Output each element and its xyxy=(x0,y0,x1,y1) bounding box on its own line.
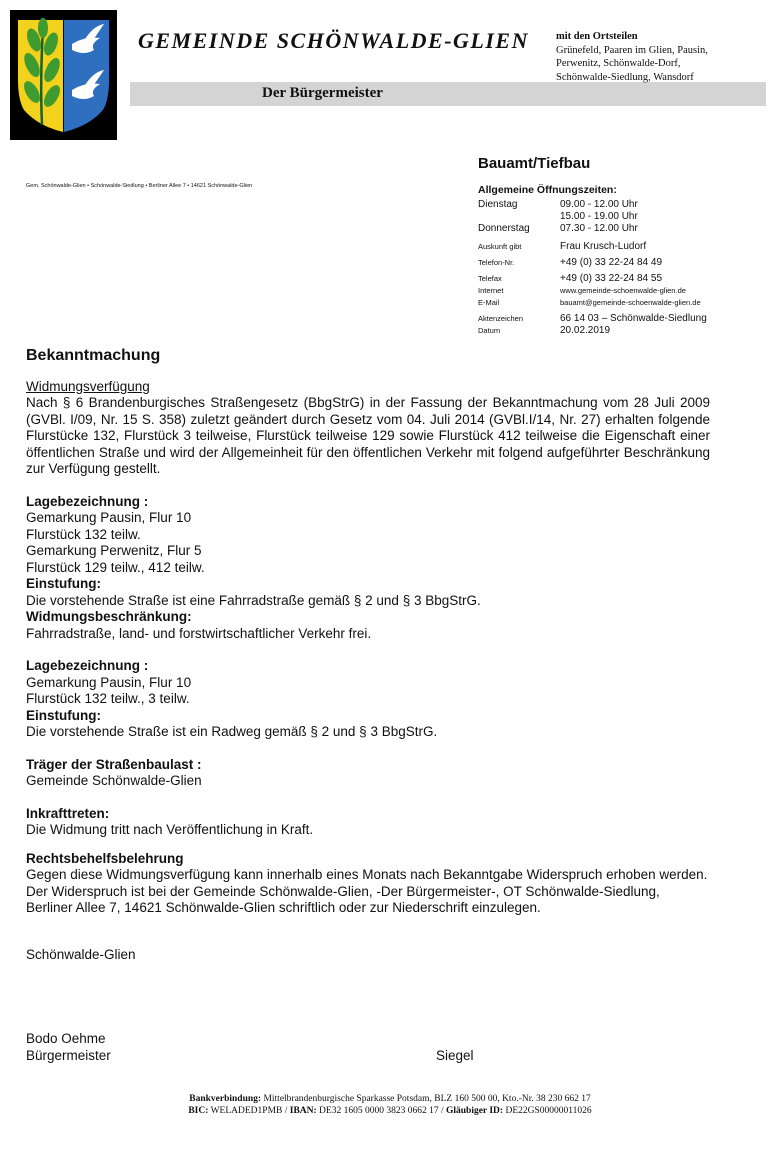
lage-line: Gemarkung Perwenitz, Flur 5 xyxy=(26,543,202,558)
inkraft-heading: Inkrafttreten: xyxy=(26,805,110,821)
rechtsbehelf-text: Gegen diese Widmungsverfügung kann innerhalb eines Monats nach Bekanntgabe Widerspruch erhoben werden. Der Widerspruch ist bei der Gemeinde Schönwalde-Glien, -Der Bürgermeister-, OT Schönwalde-Siedlung, Berliner Allee 7, 14621 Schönwalde-Glien schriftlich oder zur Niederschrift einzulegen. xyxy=(26,867,708,915)
footer-separator: / xyxy=(282,1106,290,1116)
glaeubiger-value: DE22GS00000011026 xyxy=(503,1106,592,1116)
email-value[interactable]: bauamt@gemeinde-schoenwalde-glien.de xyxy=(560,298,701,307)
lage-line: Gemarkung Pausin, Flur 10 xyxy=(26,510,192,525)
iban-label: IBAN: xyxy=(289,1106,317,1116)
districts-line: Schönwalde-Siedlung, Wansdorf xyxy=(556,71,694,83)
place-line: Schönwalde-Glien xyxy=(26,946,136,962)
bank-footer xyxy=(0,1093,780,1117)
lage-line: Flurstück 132 teilw. xyxy=(26,526,141,542)
beschraenkung-text: Fahrradstraße, land- und forstwirtschaftlicher Verkehr frei. xyxy=(26,625,372,641)
contact-info-block xyxy=(478,184,774,337)
internet-value[interactable]: www.gemeinde-schoenwalde-glien.de xyxy=(560,286,686,295)
lage-heading: Lagebezeichnung : xyxy=(26,658,149,673)
inkraft-text: Die Widmung tritt nach Veröffentlichung in Kraft. xyxy=(26,822,314,837)
districts-block xyxy=(556,30,708,84)
einstufung-text: Die vorstehende Straße ist eine Fahrradstraße gemäß § 2 und § 3 BbgStrG. xyxy=(26,592,481,608)
mayor-bar xyxy=(130,82,766,106)
office-hours-time: 09.00 - 12.00 Uhr xyxy=(560,199,638,210)
office-hours-row xyxy=(478,211,774,223)
account-line xyxy=(0,1105,780,1117)
einstufung-text: Die vorstehende Straße ist ein Radweg gemäß § 2 und § 3 BbgStrG. xyxy=(26,724,438,739)
footer-separator: / xyxy=(438,1106,446,1116)
aktenzeichen-value: 66 14 03 – Schönwalde-Siedlung xyxy=(560,313,707,324)
contact-row-datum xyxy=(478,325,774,337)
rechtsbehelf-heading: Rechtsbehelfsbelehrung xyxy=(26,850,184,866)
bank-line xyxy=(0,1093,780,1105)
document-title: Bekanntmachung xyxy=(26,347,161,364)
intro-paragraph: Nach § 6 Brandenburgisches Straßengesetz (BbgStrG) in der Fassung der Bekanntmachung vom 28 Juli 2009 (GVBl. I/09, Nr. 15 S. 358) zuletzt geändert durch Gesetz vom 04. Juli 2014 (GVBl.I/14, Nr. 27) erhalten folgende Flurstücke 132, Flurstück 3 teilweise, Flurstück teilweise 129 sowie Flurstück 412 teilweise die Eigenschaft einer öffentlichen Straße und wird der Allgemeinheit für den öffentlichen Verkehr mit folgend aufgeführter Beschränkung zur Verfügung gestellt. xyxy=(26,395,710,476)
office-hours-time: 07.30 - 12.00 Uhr xyxy=(560,223,638,234)
office-hours-day xyxy=(478,211,560,223)
department-title: Bauamt/Tiefbau xyxy=(478,155,591,172)
traeger-heading: Träger der Straßenbaulast : xyxy=(26,756,202,772)
bic-value: WELADED1PMB xyxy=(208,1106,283,1116)
mayor-label: Der Bürgermeister xyxy=(262,85,383,101)
contact-row-internet xyxy=(478,285,774,297)
districts-heading: mit den Ortsteilen xyxy=(556,31,638,42)
contact-row-telefax xyxy=(478,273,774,285)
aktenzeichen-label: Aktenzeichen xyxy=(478,314,524,323)
lage-heading: Lagebezeichnung : xyxy=(26,493,149,509)
office-hours-day: Dienstag xyxy=(478,199,518,210)
auskunft-label: Auskunft gibt xyxy=(478,242,522,251)
office-hours-heading: Allgemeine Öffnungszeiten: xyxy=(478,184,617,196)
auskunft-value: Frau Krusch-Ludorf xyxy=(560,241,647,252)
notice-body xyxy=(26,348,710,1064)
datum-label: Datum xyxy=(478,326,501,335)
signature-row xyxy=(26,1048,710,1065)
telefon-label: Telefon-Nr. xyxy=(478,258,515,267)
bank-label: Bankverbindung: xyxy=(189,1094,262,1104)
subject-line: Widmungsverfügung xyxy=(26,378,150,394)
lage-line: Flurstück 129 teilw., 412 teilw. xyxy=(26,559,205,575)
contact-row-telefon xyxy=(478,257,774,269)
contact-row-aktenzeichen xyxy=(478,313,774,325)
lage-line: Flurstück 132 teilw., 3 teilw. xyxy=(26,691,190,706)
districts-line: Grünefeld, Paaren im Glien, Pausin, xyxy=(556,44,708,56)
bic-label: BIC: xyxy=(188,1106,209,1116)
signer-title: Bürgermeister xyxy=(26,1047,111,1063)
internet-label: Internet xyxy=(478,286,504,295)
telefon-value: +49 (0) 33 22-24 84 49 xyxy=(560,257,663,268)
sender-address-line: Gem. Schönwalde-Glien • Schönwalde-Siedlung • Berliner Allee 7 • 14621 Schönwalde-Glien xyxy=(26,183,253,189)
einstufung-heading: Einstufung: xyxy=(26,707,101,723)
office-hours-row xyxy=(478,223,774,235)
contact-row-auskunft xyxy=(478,241,774,253)
office-hours-day: Donnerstag xyxy=(478,223,530,234)
office-hours-row xyxy=(478,199,774,211)
contact-row-email xyxy=(478,297,774,309)
beschraenkung-heading: Widmungsbeschränkung: xyxy=(26,609,192,624)
bank-text: Mittelbrandenburgische Sparkasse Potsdam, BLZ 160 500 00, Kto.-Nr. 38 230 662 17 xyxy=(261,1094,591,1104)
organization-title: GEMEINDE SCHÖNWALDE-GLIEN xyxy=(138,28,529,53)
datum-value: 20.02.2019 xyxy=(560,325,611,336)
seal-label: Siegel xyxy=(436,1047,474,1063)
districts-line: Perwenitz, Schönwalde-Dorf, xyxy=(556,58,681,69)
iban-value: DE32 1605 0000 3823 0662 17 xyxy=(316,1106,439,1116)
signer-name: Bodo Oehme xyxy=(26,1031,106,1046)
telefax-value: +49 (0) 33 22-24 84 55 xyxy=(560,273,663,284)
telefax-label: Telefax xyxy=(478,274,502,283)
traeger-text: Gemeinde Schönwalde-Glien xyxy=(26,773,202,788)
glaeubiger-label: Gläubiger ID: xyxy=(445,1106,504,1116)
municipal-crest-icon xyxy=(10,10,117,140)
einstufung-heading: Einstufung: xyxy=(26,576,101,591)
email-label: E-Mail xyxy=(478,298,500,307)
office-hours-time: 15.00 - 19.00 Uhr xyxy=(560,211,638,222)
lage-line: Gemarkung Pausin, Flur 10 xyxy=(26,674,192,690)
